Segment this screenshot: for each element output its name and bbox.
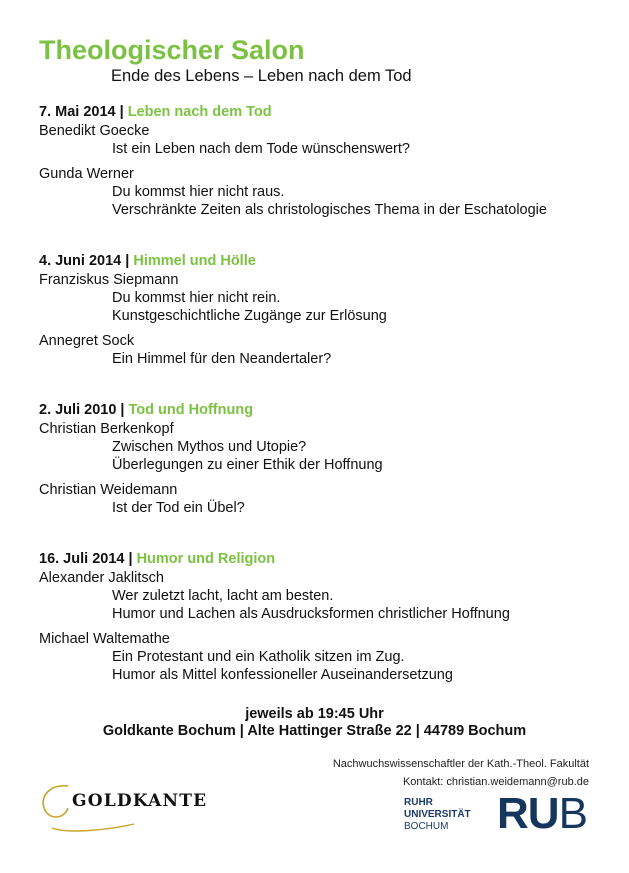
session-2	[39, 252, 609, 368]
talk-line: Ein Protestant und ein Katholik sitzen im Zug.	[112, 649, 405, 665]
speaker-name: Gunda Werner	[39, 166, 134, 182]
talk-line: Ist ein Leben nach dem Tode wünschenswert?	[112, 141, 410, 157]
page-title: Theologischer Salon	[39, 35, 305, 65]
session-topic: Tod und Hoffnung	[128, 402, 254, 418]
talk-title	[39, 587, 609, 623]
page-subtitle: Ende des Lebens – Leben nach dem Tod	[111, 67, 412, 85]
session-heading	[39, 252, 609, 270]
speaker-name: Benedikt Goecke	[39, 123, 150, 139]
talk-line: Verschränkte Zeiten als christologisches Thema in der Eschatologie	[112, 202, 547, 218]
session-date: 16. Juli 2014 |	[39, 551, 133, 567]
session-date: 4. Juni 2014 |	[39, 253, 130, 269]
talk-title	[39, 289, 609, 325]
speaker-name: Christian Berkenkopf	[39, 421, 174, 437]
talk-line: Ist der Tod ein Übel?	[112, 500, 245, 516]
talk-line: Ein Himmel für den Neandertaler?	[112, 351, 332, 367]
speaker-name: Alexander Jaklitsch	[39, 570, 164, 586]
session-date: 2. Juli 2010 |	[39, 402, 125, 418]
talk-line: Humor als Mittel konfessioneller Auseinandersetzung	[112, 667, 453, 683]
rub-logo	[497, 789, 587, 838]
talk-line: Du kommst hier nicht rein.	[112, 290, 281, 306]
organizer-line: Nachwuchswissenschaftler der Kath.-Theol. Fakultät	[332, 758, 589, 770]
speaker-name: Annegret Sock	[39, 333, 135, 349]
speaker-name: Franziskus Siepmann	[39, 272, 179, 288]
talk-title	[39, 350, 609, 368]
talk-line: Überlegungen zu einer Ethik der Hoffnung	[112, 457, 383, 473]
talk-line: Zwischen Mythos und Utopie?	[112, 439, 307, 455]
session-heading	[39, 550, 609, 568]
speaker-name: Michael Waltemathe	[39, 631, 170, 647]
session-topic: Leben nach dem Tod	[127, 104, 272, 120]
session-4	[39, 550, 609, 684]
talk-title	[39, 438, 609, 474]
session-heading	[39, 103, 609, 121]
rub-mark-b: B	[558, 789, 587, 838]
rub-line: BOCHUM	[404, 821, 449, 832]
talk-line: Wer zuletzt lacht, lacht am besten.	[112, 588, 334, 604]
rub-mark: RU	[497, 789, 559, 838]
talk-title	[39, 140, 609, 158]
talk-line: Du kommst hier nicht raus.	[112, 184, 285, 200]
rub-line: UNIVERSITÄT	[404, 809, 471, 820]
event-time: jeweils ab 19:45 Uhr	[245, 706, 384, 722]
talk-title	[39, 183, 609, 219]
talk-line: Humor und Lachen als Ausdrucksformen christlicher Hoffnung	[112, 606, 510, 622]
session-heading	[39, 401, 609, 419]
session-3	[39, 401, 609, 517]
goldkante-wordmark: GOLDKANTE	[72, 791, 208, 811]
session-1	[39, 103, 609, 219]
rub-wordmark	[404, 797, 471, 833]
talk-title	[39, 499, 609, 517]
session-date: 7. Mai 2014 |	[39, 104, 124, 120]
talk-title	[39, 648, 609, 684]
speaker-name: Christian Weidemann	[39, 482, 178, 498]
session-topic: Humor und Religion	[136, 551, 276, 567]
goldkante-logo	[38, 778, 218, 834]
organizer-info	[333, 755, 589, 791]
contact-line: Kontakt: christian.weidemann@rub.de	[402, 776, 589, 788]
talk-line: Kunstgeschichtliche Zugänge zur Erlösung	[112, 308, 387, 324]
session-topic: Himmel und Hölle	[133, 253, 256, 269]
rub-line: RUHR	[404, 797, 433, 808]
event-venue: Goldkante Bochum | Alte Hattinger Straße 22 | 44789 Bochum	[102, 723, 527, 739]
